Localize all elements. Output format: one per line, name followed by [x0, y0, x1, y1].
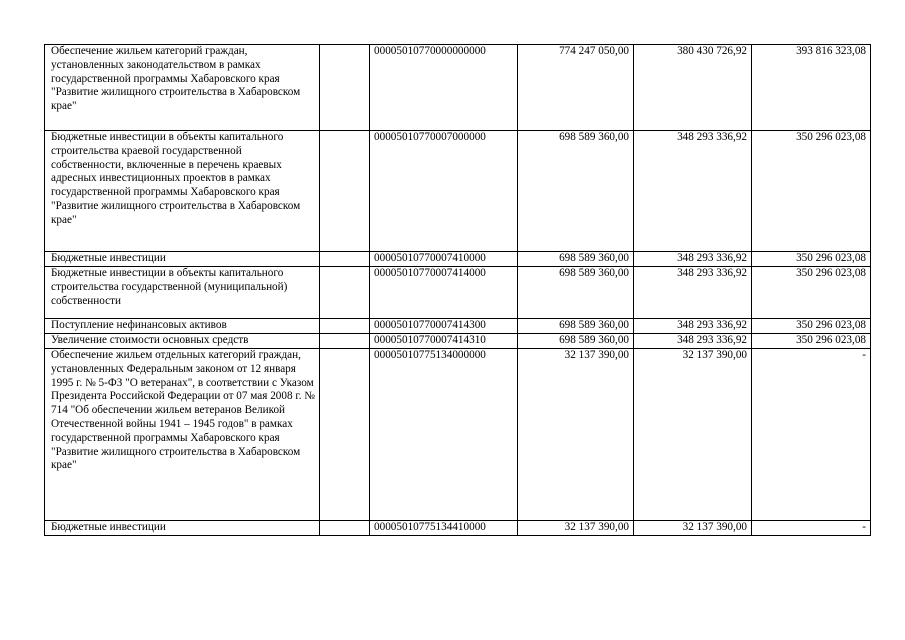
budget-report-sheet — [44, 44, 870, 536]
table-row — [45, 131, 871, 252]
row-code-cell: 00005010775134000000 — [370, 349, 518, 521]
row-code-cell: 00005010770007000000 — [370, 131, 518, 252]
row-executed-cell: 348 293 336,92 — [634, 334, 752, 349]
row-name-cell: Увеличение стоимости основных средств — [45, 334, 320, 349]
row-executed-cell: 32 137 390,00 — [634, 349, 752, 521]
row-executed-cell: 32 137 390,00 — [634, 521, 752, 536]
table-row — [45, 252, 871, 267]
row-executed-cell: 348 293 336,92 — [634, 131, 752, 252]
row-name-cell: Обеспечение жильем категорий граждан, установленных законодательством в рамках государственной программы Хабаровского края "Развитие жилищного строительства в Хабаровском крае" — [45, 45, 320, 131]
row-name-cell: Обеспечение жильем отдельных категорий граждан, установленных Федеральным законом от 12 января 1995 г. № 5-ФЗ "О ветеранах", в соответствии с Указом Президента Российской Федерации от 07 мая 2008 г. № 714 "Об обеспечении жильем ветеранов Великой Отечественной войны 1941 – 1945 годов" в рамках государственной программы Хабаровского края "Развитие жилищного строительства в Хабаровском крае" — [45, 349, 320, 521]
row-code-cell: 00005010770007414000 — [370, 267, 518, 319]
row-unexecuted-cell: 393 816 323,08 — [752, 45, 871, 131]
table-row — [45, 45, 871, 131]
row-approved-cell: 698 589 360,00 — [518, 267, 634, 319]
row-unexecuted-cell: 350 296 023,08 — [752, 267, 871, 319]
row-empty-cell — [320, 131, 370, 252]
row-unexecuted-cell: - — [752, 349, 871, 521]
row-unexecuted-cell: 350 296 023,08 — [752, 334, 871, 349]
row-empty-cell — [320, 349, 370, 521]
row-name-cell: Поступление нефинансовых активов — [45, 319, 320, 334]
row-code-cell: 00005010770000000000 — [370, 45, 518, 131]
row-empty-cell — [320, 252, 370, 267]
row-empty-cell — [320, 319, 370, 334]
row-executed-cell: 348 293 336,92 — [634, 319, 752, 334]
row-name-cell: Бюджетные инвестиции в объекты капитального строительства государственной (муниципальной) собственности — [45, 267, 320, 319]
row-executed-cell: 380 430 726,92 — [634, 45, 752, 131]
row-code-cell: 00005010770007410000 — [370, 252, 518, 267]
row-code-cell: 00005010770007414300 — [370, 319, 518, 334]
table-row — [45, 349, 871, 521]
row-approved-cell: 698 589 360,00 — [518, 319, 634, 334]
row-unexecuted-cell: 350 296 023,08 — [752, 252, 871, 267]
row-empty-cell — [320, 45, 370, 131]
row-executed-cell: 348 293 336,92 — [634, 252, 752, 267]
table-row — [45, 267, 871, 319]
row-code-cell: 00005010775134410000 — [370, 521, 518, 536]
table-row — [45, 521, 871, 536]
table-row — [45, 334, 871, 349]
row-empty-cell — [320, 267, 370, 319]
budget-execution-table — [44, 44, 871, 536]
row-name-cell: Бюджетные инвестиции — [45, 252, 320, 267]
row-name-cell: Бюджетные инвестиции в объекты капитального строительства краевой государственной собственности, включенные в перечень краевых адресных инвестиционных проектов в рамках государственной программы Хабаровского края "Развитие жилищного строительства в Хабаровском крае" — [45, 131, 320, 252]
row-approved-cell: 698 589 360,00 — [518, 131, 634, 252]
row-approved-cell: 698 589 360,00 — [518, 334, 634, 349]
row-unexecuted-cell: 350 296 023,08 — [752, 131, 871, 252]
table-row — [45, 319, 871, 334]
row-approved-cell: 774 247 050,00 — [518, 45, 634, 131]
row-code-cell: 00005010770007414310 — [370, 334, 518, 349]
row-approved-cell: 32 137 390,00 — [518, 521, 634, 536]
row-approved-cell: 698 589 360,00 — [518, 252, 634, 267]
row-empty-cell — [320, 334, 370, 349]
row-unexecuted-cell: - — [752, 521, 871, 536]
row-executed-cell: 348 293 336,92 — [634, 267, 752, 319]
row-empty-cell — [320, 521, 370, 536]
row-approved-cell: 32 137 390,00 — [518, 349, 634, 521]
row-unexecuted-cell: 350 296 023,08 — [752, 319, 871, 334]
row-name-cell: Бюджетные инвестиции — [45, 521, 320, 536]
